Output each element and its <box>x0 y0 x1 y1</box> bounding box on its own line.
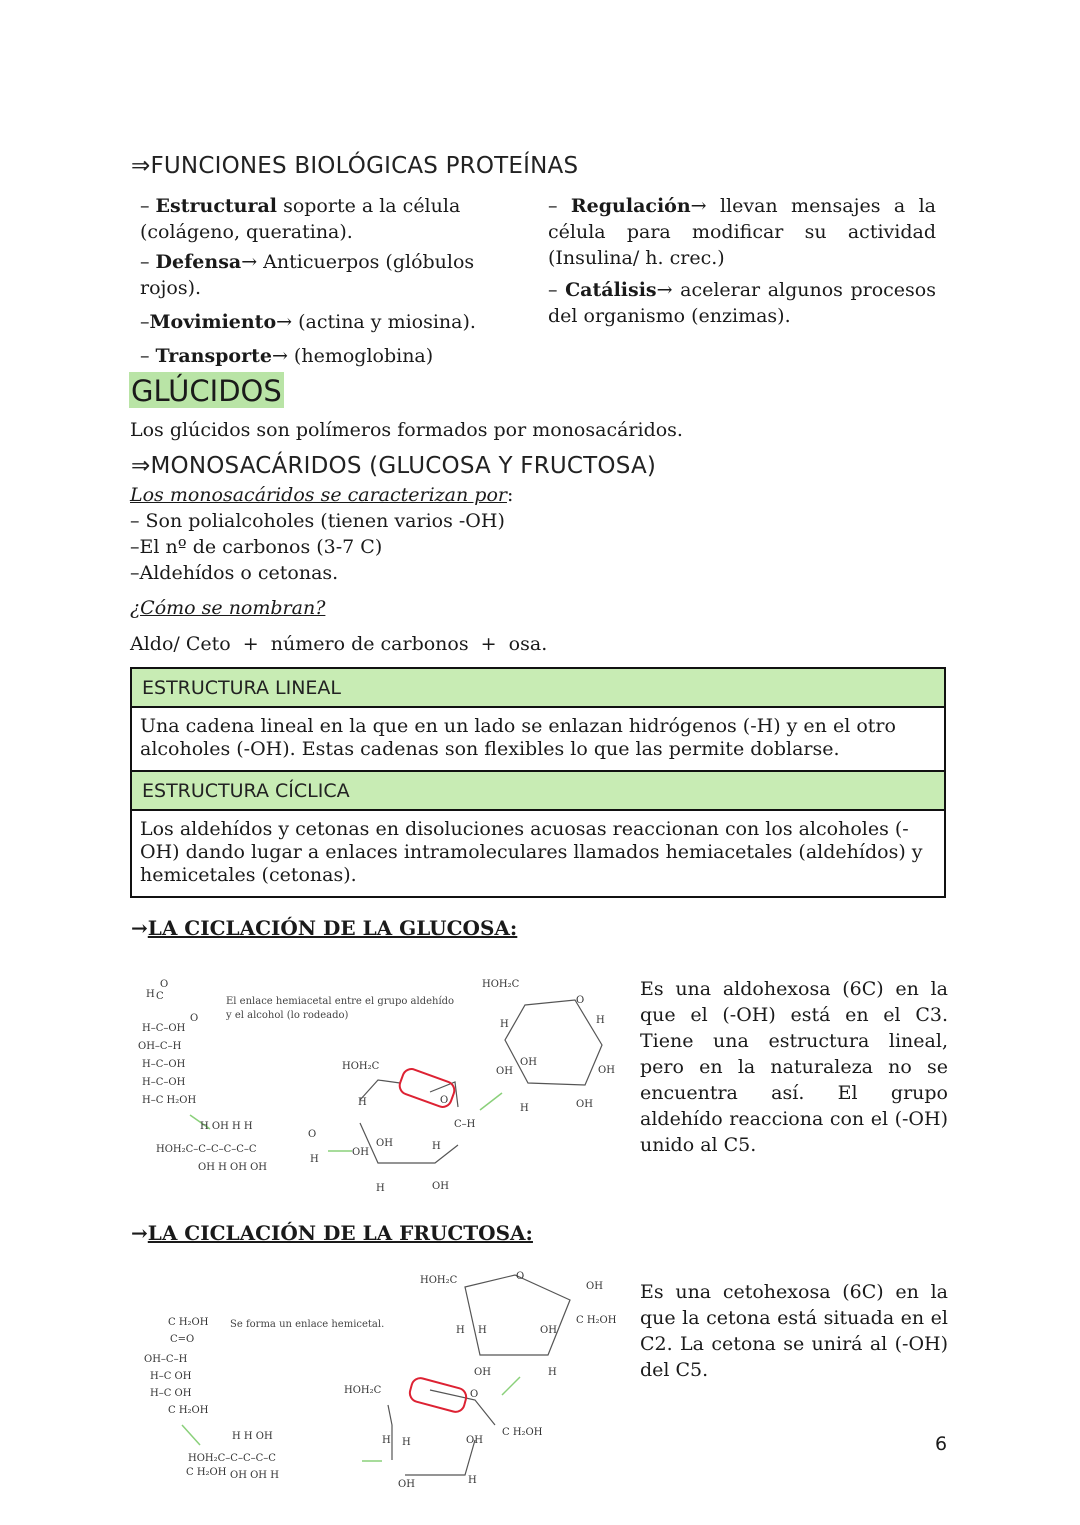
monosacaridos-heading: ⇒MONOSACÁRIDOS (GLUCOSA Y FRUCTOSA) <box>131 453 657 479</box>
svg-text:H–C OH: H–C OH <box>150 1388 192 1399</box>
fructosa-fig-note: Se forma un enlace hemicetal. <box>230 1319 385 1330</box>
lineal-body: Una cadena lineal en la que en un lado se enlazan hidrógenos (-H) y en el otro alcoholes (-OH). Estas cadenas son flexibles lo que las permite doblarse. <box>132 708 944 772</box>
glucosa-fig-note: El enlace hemiacetal entre el grupo aldehído y el alcohol (lo rodeado) <box>226 996 455 1021</box>
hemicetal-highlight <box>408 1376 468 1414</box>
svg-text:OH OH H: OH OH H <box>230 1470 279 1481</box>
svg-text:HOH₂C: HOH₂C <box>342 1061 380 1072</box>
svg-text:C H₂OH: C H₂OH <box>186 1467 227 1478</box>
svg-text:O: O <box>516 1271 525 1282</box>
svg-text:OH: OH <box>376 1138 393 1149</box>
svg-text:OH: OH <box>520 1057 537 1068</box>
glucosa-ring-partial <box>360 1080 458 1163</box>
svg-text:H–C H₂OH: H–C H₂OH <box>142 1095 197 1106</box>
car-item-3: –Aldehídos o cetonas. <box>130 562 339 584</box>
svg-text:H: H <box>382 1435 391 1446</box>
svg-text:H–C OH: H–C OH <box>150 1371 192 1382</box>
svg-text:H OH H H: H OH H H <box>200 1121 253 1132</box>
glucosa-heading: →LA CICLACIÓN DE LA GLUCOSA: <box>131 916 518 940</box>
glucosa-linear-horizontal <box>156 1121 319 1173</box>
svg-text:HOH₂C: HOH₂C <box>420 1275 458 1286</box>
svg-text:H H OH: H H OH <box>232 1431 273 1442</box>
svg-text:HOH₂C–C–C–C–C–C: HOH₂C–C–C–C–C–C <box>156 1144 257 1155</box>
nombran-question: ¿Cómo se nombran? <box>130 597 326 619</box>
svg-text:OH: OH <box>466 1435 483 1446</box>
svg-text:C H₂OH: C H₂OH <box>168 1405 209 1416</box>
svg-text:OH–C–H: OH–C–H <box>138 1041 182 1052</box>
item-defensa: – Defensa→ Anticuerpos (glóbulos rojos). <box>140 251 475 299</box>
fructosa-heading: →LA CICLACIÓN DE LA FRUCTOSA: <box>131 1221 533 1245</box>
glucosa-description: Es una aldohexosa (6C) en la que el (-OH) está en el C3. Tiene una estructura lineal, pero en la naturaleza no se encuentra así. El grupo aldehído reacciona con el (-OH) unido al C5. <box>640 978 948 1156</box>
svg-text:O: O <box>190 1013 199 1024</box>
svg-text:OH: OH <box>398 1479 415 1490</box>
svg-text:H: H <box>478 1325 487 1336</box>
svg-text:H: H <box>376 1183 385 1194</box>
svg-text:OH: OH <box>586 1281 603 1292</box>
svg-text:C: C <box>156 991 164 1002</box>
svg-text:H: H <box>310 1154 319 1165</box>
nombran-answer: Aldo/ Ceto + número de carbonos + osa. <box>130 633 548 655</box>
svg-text:H–C–OH: H–C–OH <box>142 1059 186 1070</box>
svg-text:OH: OH <box>432 1181 449 1192</box>
proteinas-left-column <box>140 193 532 369</box>
svg-text:C H₂OH: C H₂OH <box>502 1427 543 1438</box>
svg-text:H: H <box>500 1019 509 1030</box>
svg-text:OH: OH <box>576 1099 593 1110</box>
svg-text:OH H OH OH: OH H OH OH <box>198 1162 268 1173</box>
svg-text:H: H <box>468 1475 477 1486</box>
svg-text:HOH₂C: HOH₂C <box>482 979 520 990</box>
svg-text:O: O <box>160 979 169 990</box>
estructura-table <box>130 667 946 898</box>
svg-text:C–H: C–H <box>454 1119 476 1130</box>
svg-text:H: H <box>402 1437 411 1448</box>
svg-text:H: H <box>358 1097 367 1108</box>
svg-text:H: H <box>432 1141 441 1152</box>
fructosa-description: Es una cetohexosa (6C) en la que la cetona está situada en el C2. La cetona se unirá al (-OH) del C5. <box>640 1281 948 1381</box>
car-item-1: – Son polialcoholes (tienen varios -OH) <box>130 510 505 532</box>
glucidos-intro: Los glúcidos son polímeros formados por monosacáridos. <box>130 419 683 441</box>
proteinas-right-column <box>548 193 936 329</box>
caracterizan-label: Los monosacáridos se caracterizan por: <box>130 484 514 506</box>
item-regulacion: – Regulación→ llevan mensajes a la célula para modificar su actividad (Insulina/ h. crec.) <box>548 195 937 269</box>
svg-text:OH–C–H: OH–C–H <box>144 1354 188 1365</box>
glucosa-ring-closed <box>505 1000 602 1085</box>
proteinas-heading: ⇒FUNCIONES BIOLÓGICAS PROTEÍNAS <box>131 153 579 179</box>
fructosa-linear-horizontal <box>186 1431 279 1481</box>
svg-text:O: O <box>308 1129 317 1140</box>
item-movimiento: –Movimiento→ (actina y miosina). <box>140 311 476 333</box>
svg-text:OH: OH <box>540 1325 557 1336</box>
glucidos-title: GLÚCIDOS <box>131 374 282 408</box>
svg-text:C H₂OH: C H₂OH <box>168 1317 209 1328</box>
fructosa-linear-vertical <box>144 1317 209 1416</box>
svg-text:C=O: C=O <box>170 1334 195 1345</box>
svg-text:H: H <box>456 1325 465 1336</box>
fructosa-cyclization-figure <box>130 1265 630 1495</box>
glucosa-cyclization-figure <box>130 965 630 1200</box>
svg-text:H: H <box>548 1367 557 1378</box>
svg-text:C H₂OH: C H₂OH <box>576 1315 617 1326</box>
svg-text:H: H <box>520 1103 529 1114</box>
car-item-2: –El nº de carbonos (3-7 C) <box>130 536 383 558</box>
item-catalisis: – Catálisis→ acelerar algunos procesos del organismo (enzimas). <box>548 279 936 327</box>
svg-text:O: O <box>576 995 585 1006</box>
svg-text:H–C–OH: H–C–OH <box>142 1077 186 1088</box>
svg-text:O: O <box>440 1095 449 1106</box>
svg-text:OH: OH <box>598 1065 615 1076</box>
svg-text:H: H <box>596 1015 605 1026</box>
lineal-header: ESTRUCTURA LINEAL <box>132 669 944 708</box>
svg-text:O: O <box>470 1389 479 1400</box>
svg-text:OH: OH <box>352 1147 369 1158</box>
svg-text:OH: OH <box>474 1367 491 1378</box>
item-transporte: – Transporte→ (hemoglobina) <box>140 345 434 367</box>
svg-text:H: H <box>146 989 155 1000</box>
page-number: 6 <box>935 1433 948 1455</box>
svg-text:H–C–OH: H–C–OH <box>142 1023 186 1034</box>
glucosa-linear-vertical <box>138 979 198 1106</box>
fructosa-ring-partial <box>388 1390 495 1475</box>
svg-text:HOH₂C: HOH₂C <box>344 1385 382 1396</box>
svg-text:OH: OH <box>496 1066 513 1077</box>
svg-text:HOH₂C–C–C–C–C: HOH₂C–C–C–C–C <box>188 1453 276 1464</box>
item-estructural: – Estructural soporte a la célula (colágeno, queratina). <box>140 195 461 243</box>
fructosa-ring-closed <box>465 1275 570 1355</box>
ciclica-body: Los aldehídos y cetonas en disoluciones acuosas reaccionan con los alcoholes (-OH) dando lugar a enlaces intramoleculares llamados hemiacetales (aldehídos) y hemicetales (cetonas). <box>140 818 923 886</box>
ciclica-header: ESTRUCTURA CÍCLICA <box>132 772 944 811</box>
